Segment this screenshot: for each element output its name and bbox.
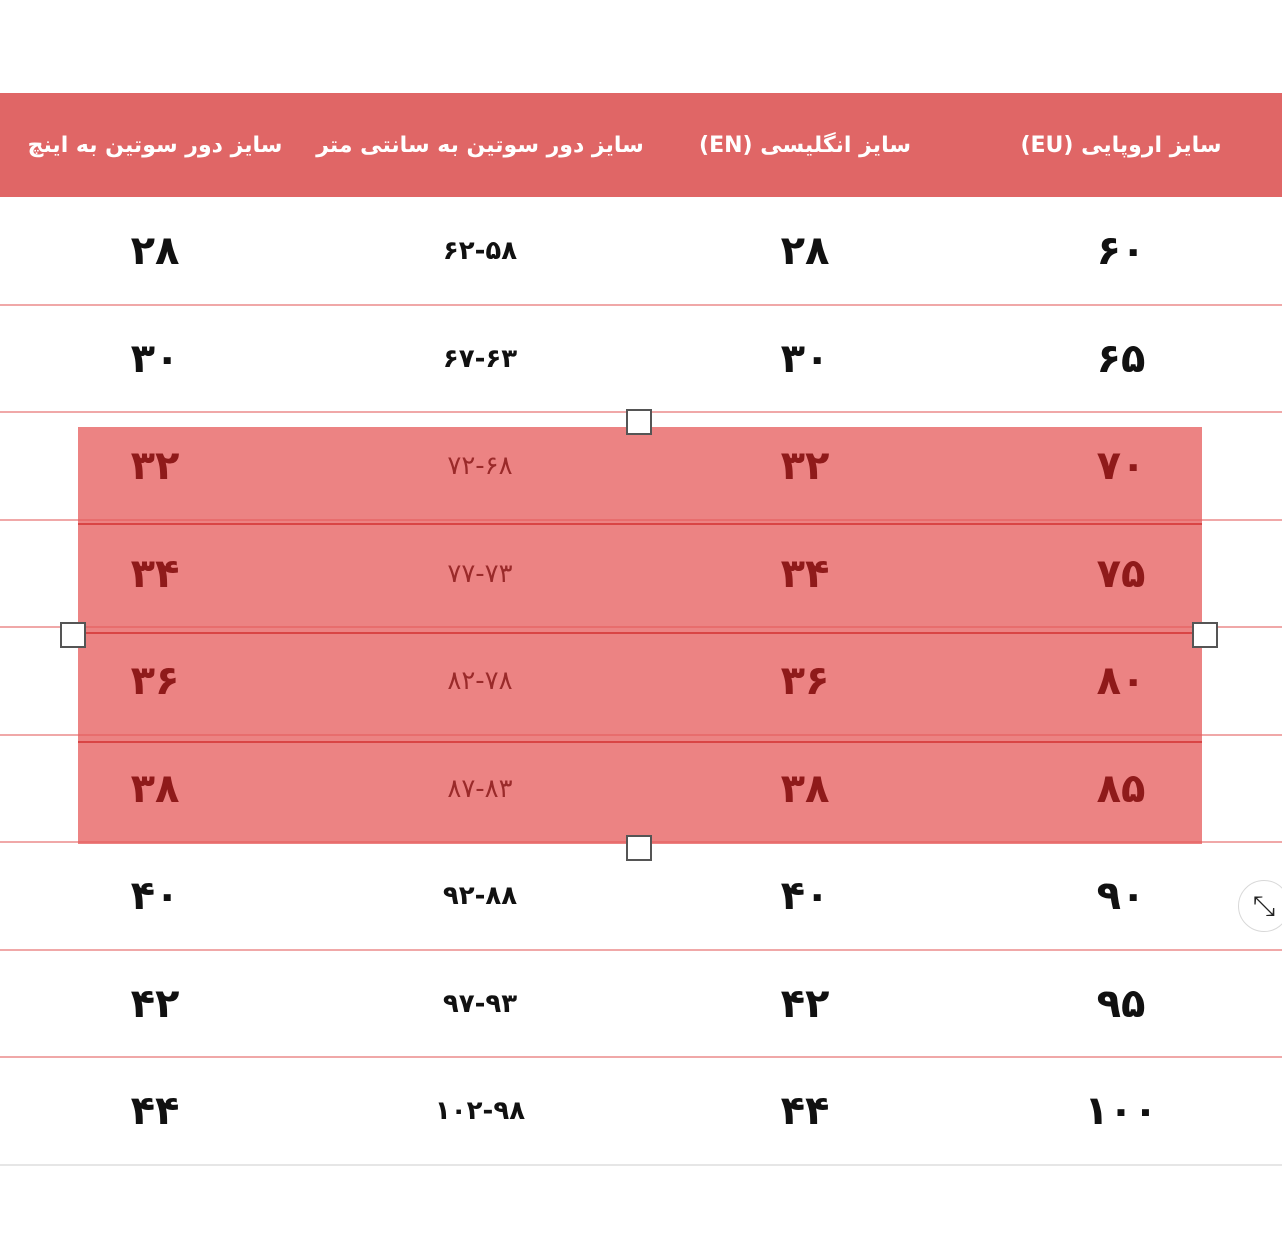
cell-inch: ۴۰ xyxy=(130,873,180,919)
cell-eu: ۶۵ xyxy=(1096,336,1146,382)
cell-cm: ۷۷-۷۳ xyxy=(447,559,513,589)
cell-cm: ۶۲-۵۸ xyxy=(442,236,518,266)
cell-inch: ۳۲ xyxy=(130,443,180,489)
cell-inch: ۳۸ xyxy=(130,766,180,812)
table-header xyxy=(0,93,1282,197)
cell-cm: ۶۷-۶۳ xyxy=(442,344,518,374)
resize-handle-right[interactable] xyxy=(1192,622,1218,648)
table-row xyxy=(0,305,1282,413)
cell-eu: ۹۵ xyxy=(1096,981,1146,1027)
cell-cm: ۷۲-۶۸ xyxy=(447,451,513,481)
resize-handle-left[interactable] xyxy=(60,622,86,648)
cell-en: ۴۰ xyxy=(780,873,830,919)
table-row xyxy=(0,627,1282,735)
cell-en: ۳۰ xyxy=(780,336,830,382)
header-eu: سایز اروپایی (EU) xyxy=(1020,132,1222,158)
resize-diagonal-icon[interactable]: ⤡ xyxy=(1238,880,1282,932)
table-row xyxy=(0,735,1282,843)
cell-cm: ۸۷-۸۳ xyxy=(447,774,513,804)
table-row xyxy=(0,1057,1282,1165)
table-row xyxy=(0,520,1282,628)
cell-en: ۴۲ xyxy=(780,981,830,1027)
cell-en: ۳۶ xyxy=(780,658,830,704)
cell-eu: ۱۰۰ xyxy=(1084,1088,1158,1134)
cell-eu: ۶۰ xyxy=(1096,228,1146,274)
cell-cm: ۹۲-۸۸ xyxy=(442,881,518,911)
cell-inch: ۳۶ xyxy=(130,658,180,704)
cell-eu: ۸۰ xyxy=(1096,658,1146,704)
cell-cm: ۱۰۲-۹۸ xyxy=(434,1096,526,1126)
cell-inch: ۳۰ xyxy=(130,336,180,382)
resize-handle-top[interactable] xyxy=(626,409,652,435)
cell-inch: ۲۸ xyxy=(130,228,180,274)
table-row xyxy=(0,197,1282,305)
cell-eu: ۹۰ xyxy=(1096,873,1146,919)
cell-eu: ۷۵ xyxy=(1096,551,1146,597)
cell-inch: ۴۲ xyxy=(130,981,180,1027)
cell-eu: ۷۰ xyxy=(1096,443,1146,489)
row-divider xyxy=(0,1164,1282,1166)
cell-cm: ۸۲-۷۸ xyxy=(447,666,513,696)
cell-en: ۳۲ xyxy=(780,443,830,489)
cell-cm: ۹۷-۹۳ xyxy=(442,989,518,1019)
cell-en: ۲۸ xyxy=(780,228,830,274)
resize-handle-bottom[interactable] xyxy=(626,835,652,861)
table-row xyxy=(0,950,1282,1058)
cell-en: ۳۴ xyxy=(780,551,830,597)
cell-eu: ۸۵ xyxy=(1096,766,1146,812)
header-cm: سایز دور سوتین به سانتی متر xyxy=(316,132,644,158)
cell-inch: ۳۴ xyxy=(130,551,180,597)
header-inch: سایز دور سوتین به اینچ xyxy=(27,132,283,158)
cell-en: ۳۸ xyxy=(780,766,830,812)
cell-inch: ۴۴ xyxy=(130,1088,180,1134)
cell-en: ۴۴ xyxy=(780,1088,830,1134)
header-en: سایز انگلیسی (EN) xyxy=(699,132,911,158)
